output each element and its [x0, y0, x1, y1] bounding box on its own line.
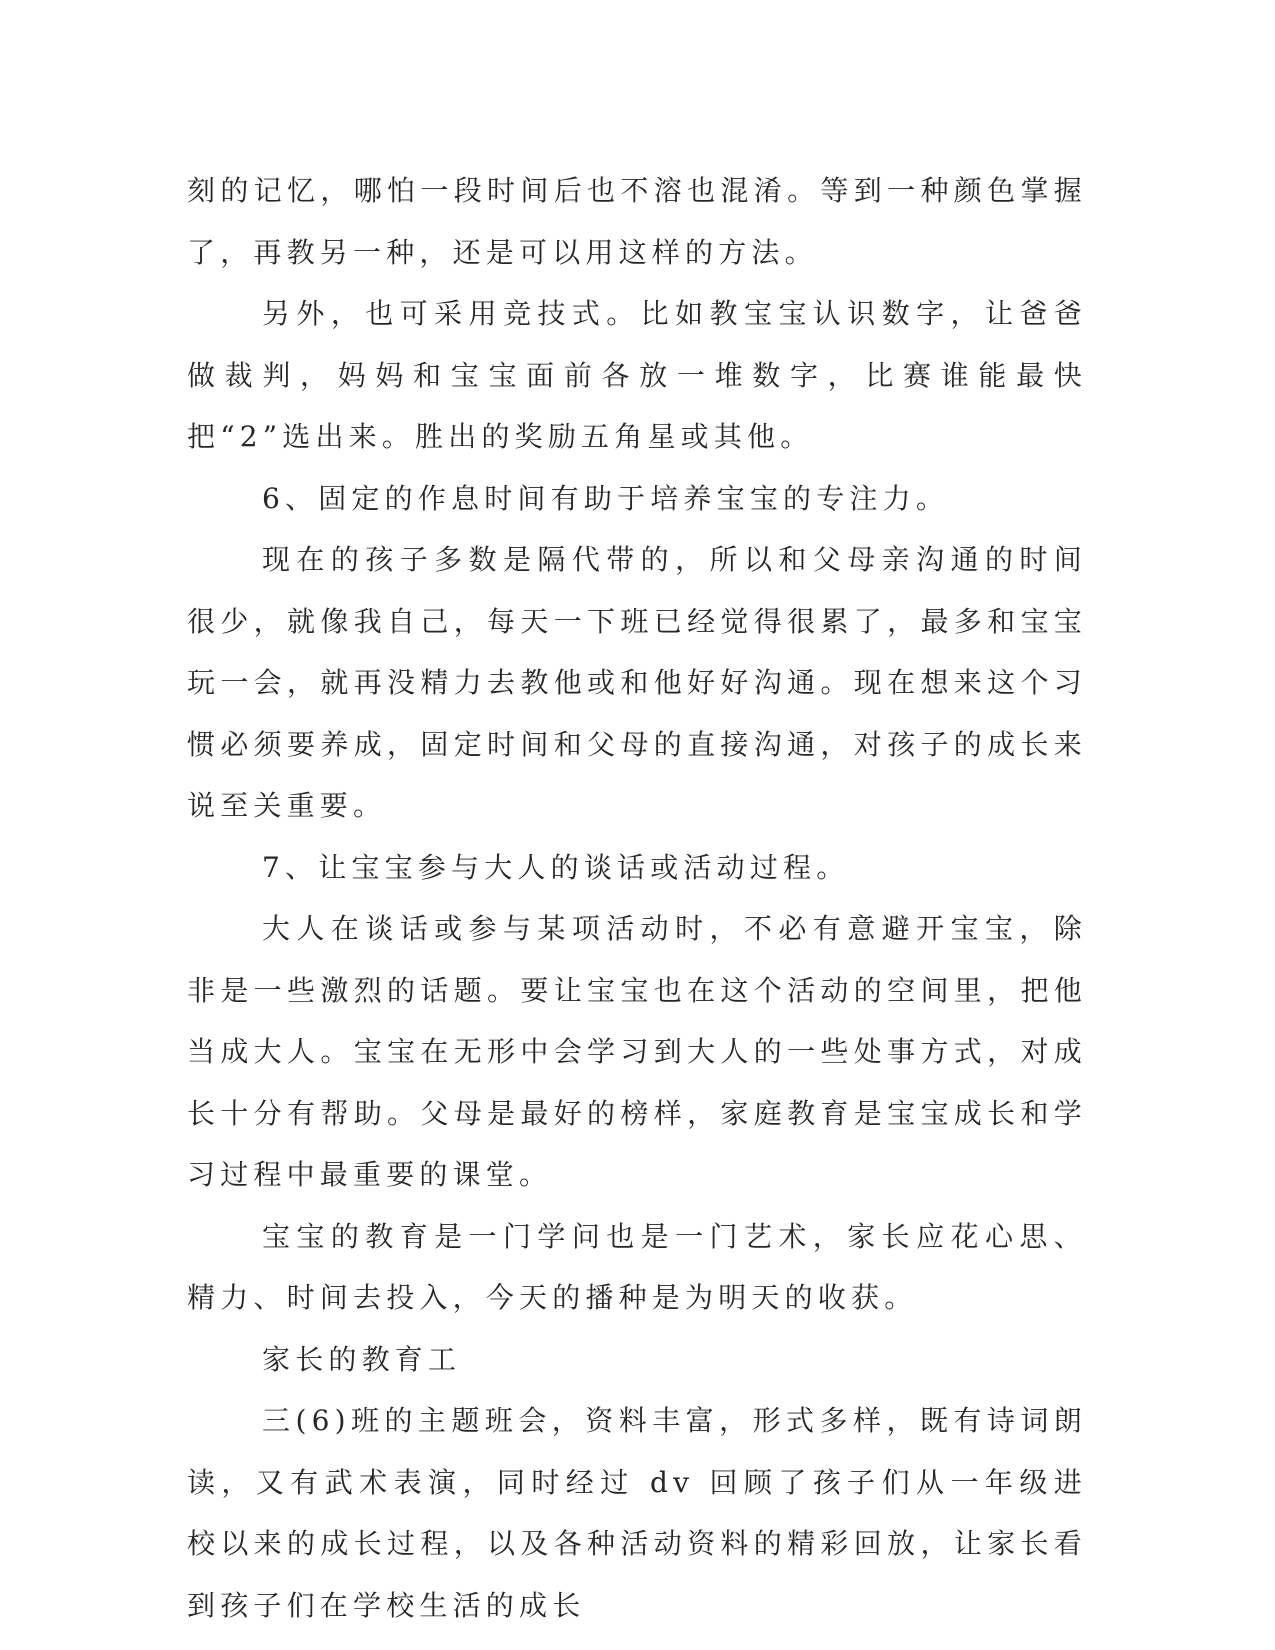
document-body	[187, 160, 1087, 1636]
heading-item-6: 6、固定的作息时间有助于培养宝宝的专注力。	[262, 481, 950, 515]
paragraph-6: 三(6)班的主题班会，资料丰富，形式多样，既有诗词朗读，又有武术表演，同时经过 dv 回顾了孩子们从一年级进校以来的成长过程，以及各种活动资料的精彩回放，让家长看到孩子们在学校生活的成长	[187, 1404, 1087, 1622]
heading-item-7: 7、让宝宝参与大人的谈话或活动过程。	[262, 850, 850, 884]
paragraph-5: 宝宝的教育是一门学问也是一门艺术，家长应花心思、精力、时间去投入，今天的播种是为明天的收获。	[187, 1219, 1087, 1314]
paragraph-4: 大人在谈话或参与某项活动时，不必有意避开宝宝，除非是一些激烈的话题。要让宝宝也在这个活动的空间里，把他当成大人。宝宝在无形中会学习到大人的一些处事方式，对成长十分有帮助。父母是最好的榜样，家庭教育是宝宝成长和学习过程中最重要的课堂。	[187, 912, 1087, 1191]
paragraph-2: 另外，也可采用竞技式。比如教宝宝认识数字，让爸爸做裁判，妈妈和宝宝面前各放一堆数字，比赛谁能最快把“2”选出来。胜出的奖励五角星或其他。	[187, 297, 1087, 453]
section-title: 家长的教育工	[262, 1342, 462, 1376]
paragraph-3: 现在的孩子多数是隔代带的，所以和父母亲沟通的时间很少，就像我自己，每天一下班已经觉得很累了，最多和宝宝玩一会，就再没精力去教他或和他好好沟通。现在想来这个习惯必须要养成，固定时间和父母的直接沟通，对孩子的成长来说至关重要。	[187, 543, 1087, 822]
paragraph-1: 刻的记忆，哪怕一段时间后也不溶也混淆。等到一种颜色掌握了，再教另一种，还是可以用这样的方法。	[187, 174, 1087, 269]
